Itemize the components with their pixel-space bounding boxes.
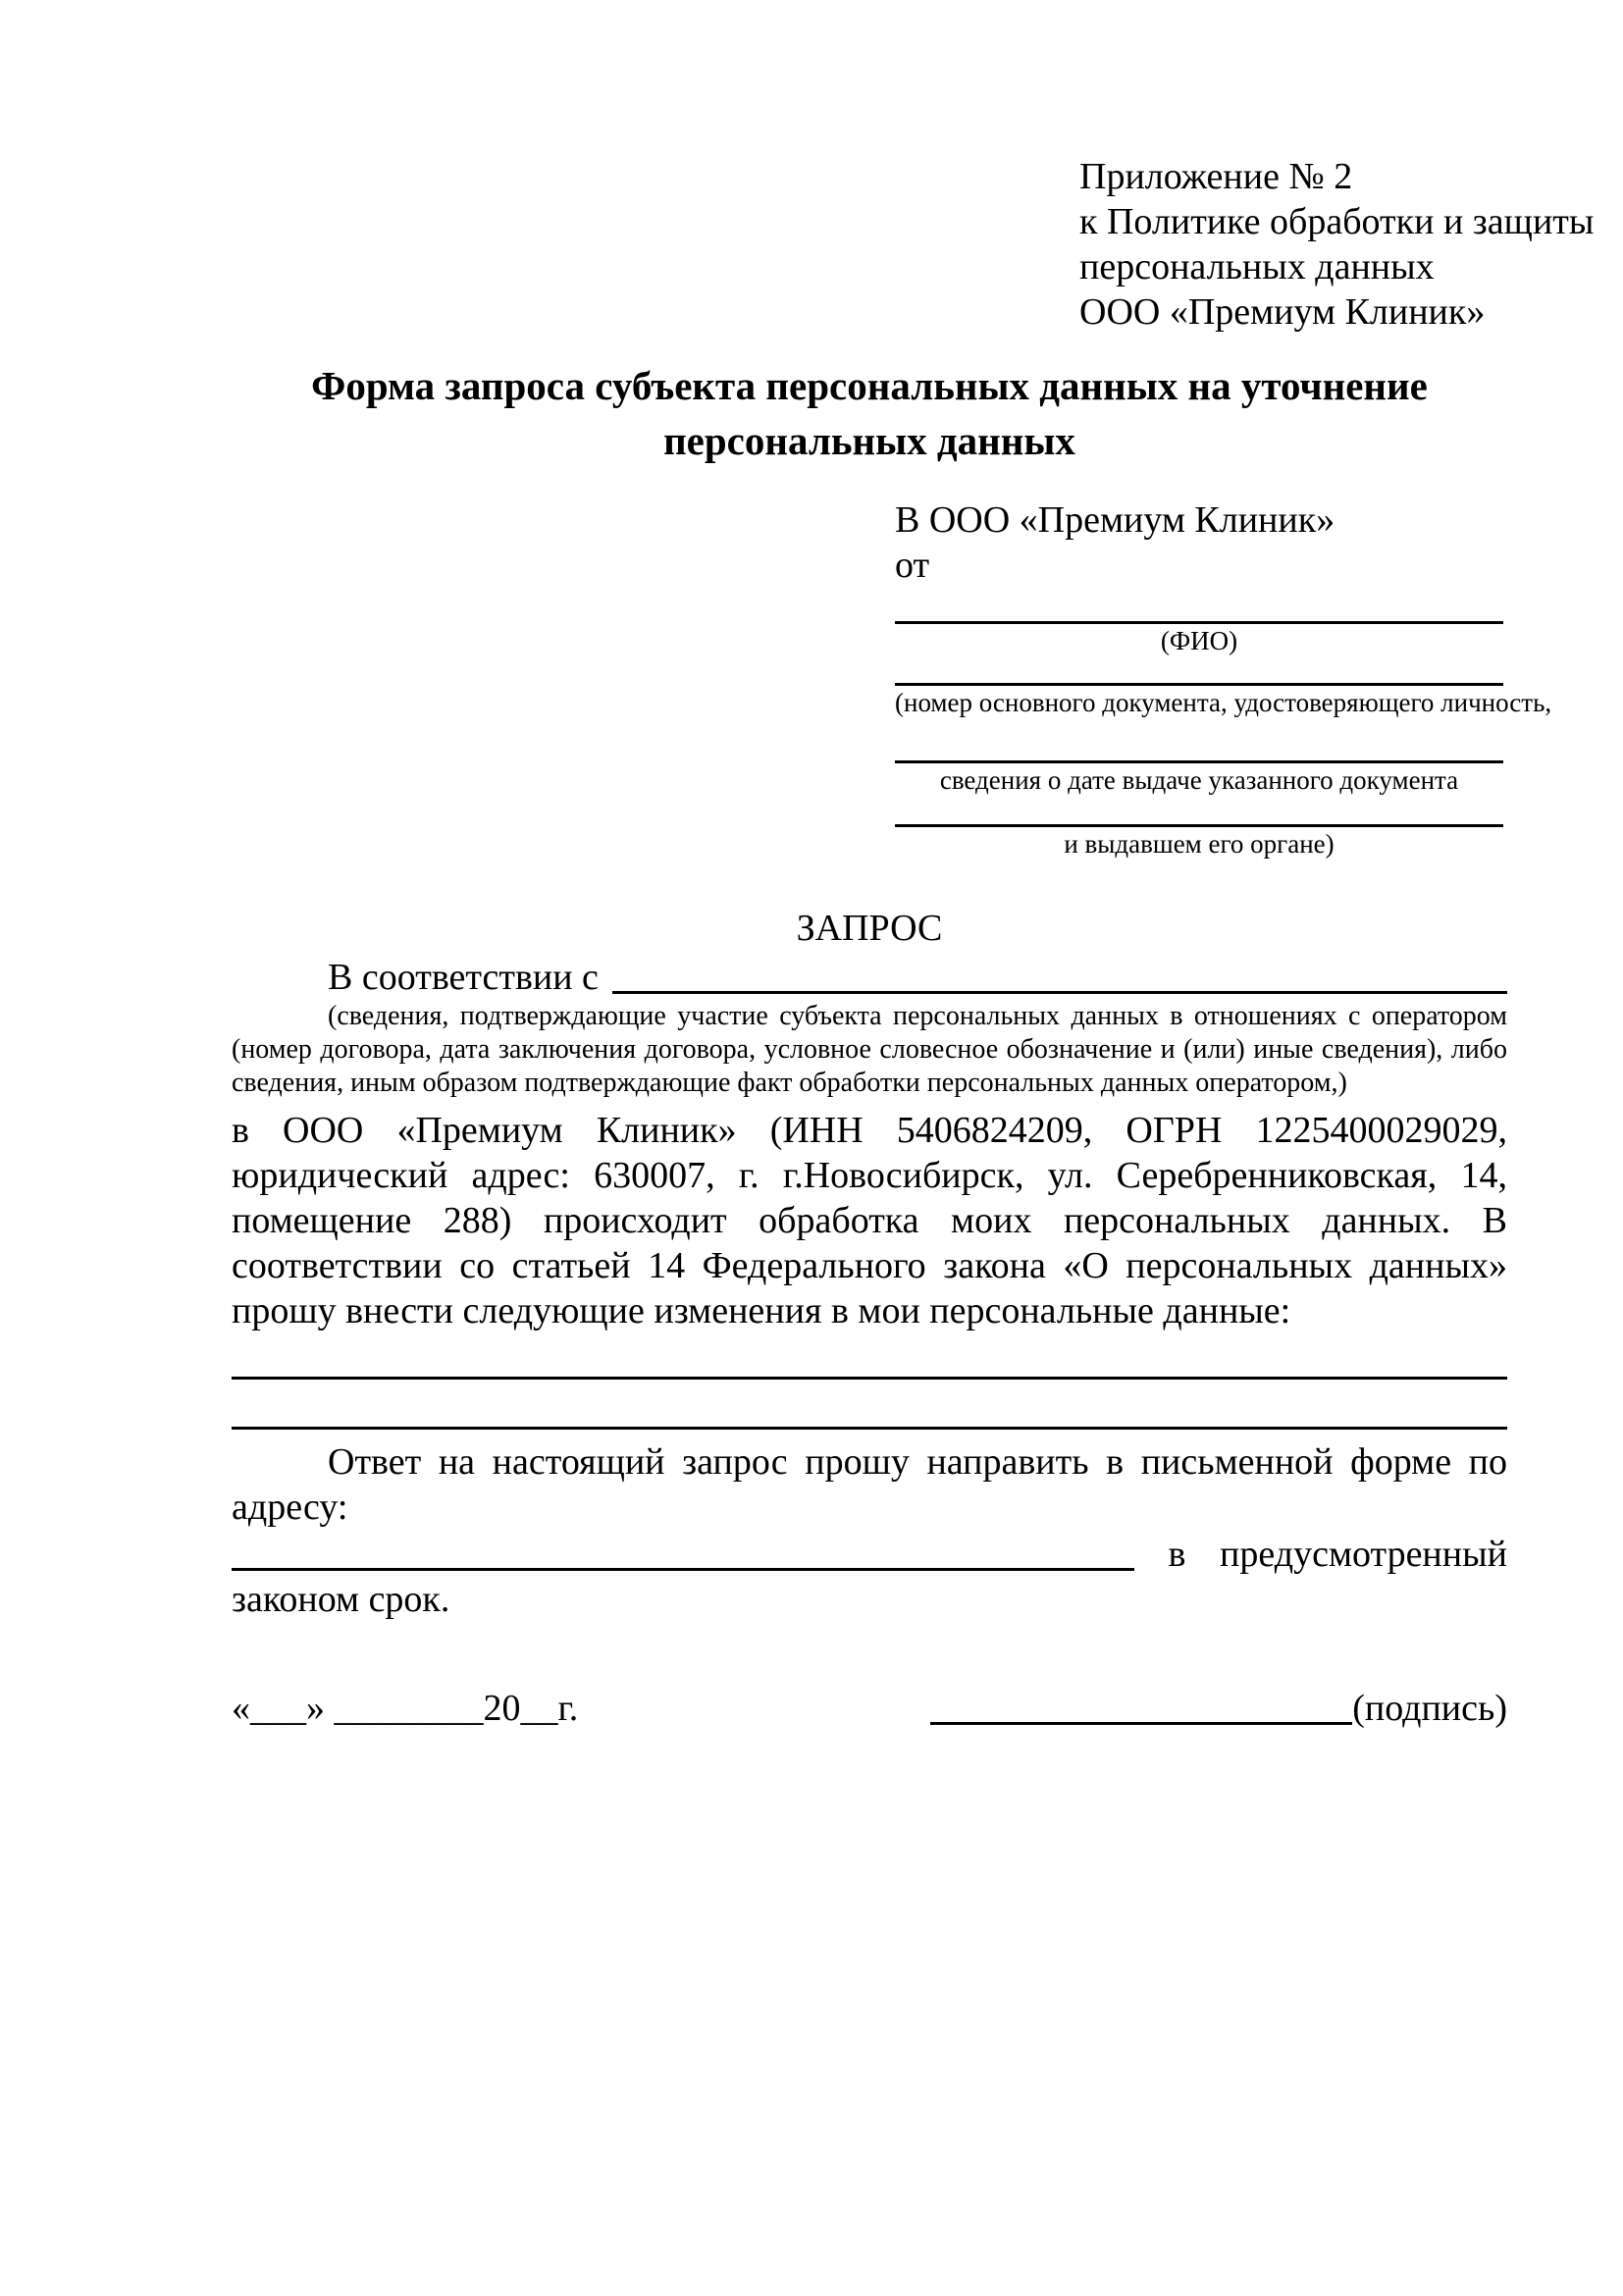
date-signature-row <box>232 1683 1507 1731</box>
appendix-note-line-3: персональных данных <box>1079 246 1435 287</box>
basis-fine-print: (сведения, подтверждающие участие субъекта персональных данных в отношениях с оператором (номер договора, дата заключения договора, условное словесное обозначение и (или) иные сведения), либо сведения, иным образом подтверждающие факт обработки персональных данных оператором,) <box>232 1001 1507 1098</box>
appendix-note-line-1: Приложение № 2 <box>1079 156 1353 197</box>
signature-area <box>930 1683 1507 1731</box>
document-number-caption: (номер основного документа, удостоверяющего личность, <box>895 688 1552 717</box>
fio-blank-line <box>895 588 1503 624</box>
fio-caption: (ФИО) <box>1160 626 1238 655</box>
date-blank: «___» ________20__г. <box>232 1688 579 1729</box>
addressee-block <box>895 497 1552 861</box>
reply-word-v: в <box>1168 1534 1186 1575</box>
body-paragraph: в ООО «Премиум Клиник» (ИНН 5406824209, ОГРН 1225400029029, юридический адрес: 630007, г. г.Новосибирск, ул. Серебренниковская, 14, помещение 288) происходит обработка моих персональных данных. В соответствии со статьей 14 Федерального закона «О персональных данных» прошу внести следующие изменения в мои персональные данные: <box>232 1110 1507 1331</box>
addressee-from-label: от <box>895 545 930 586</box>
issue-date-caption: сведения о дате выдаче указанного документа <box>939 765 1459 795</box>
document-number-blank-line <box>895 657 1503 686</box>
appendix-note-line-4: ООО «Премиум Клиник» <box>1079 291 1486 333</box>
reply-term-line: законом срок. <box>232 1579 450 1620</box>
basis-lead-text: В соответствии с <box>328 957 599 998</box>
basis-line <box>232 955 1507 1000</box>
issue-date-blank-line <box>895 719 1503 763</box>
reply-request-line: Ответ на настоящий запрос прошу направить в письменной форме по адресу: <box>232 1441 1507 1528</box>
signature-blank-line <box>930 1683 1352 1725</box>
issuing-authority-blank-line <box>895 797 1503 827</box>
reply-address-row <box>232 1530 1507 1577</box>
basis-blank-line <box>612 955 1507 994</box>
changes-blank-line-1 <box>232 1333 1507 1380</box>
appendix-note-line-2: к Политике обработки и защиты <box>1079 201 1595 242</box>
addressee-to: В ООО «Премиум Клиник» <box>895 499 1335 541</box>
changes-blank-line-2 <box>232 1380 1507 1430</box>
signature-caption: (подпись) <box>1352 1688 1507 1729</box>
appendix-note <box>1079 154 1595 335</box>
issuing-authority-caption: и выдавшем его органе) <box>1064 829 1335 859</box>
request-heading: ЗАПРОС <box>796 908 943 949</box>
reply-address-blank-line <box>232 1529 1134 1571</box>
reply-word-predusmotrenny: предусмотренный <box>1220 1534 1507 1575</box>
form-title: Форма запроса субъекта персональных данных на уточнение персональных данных <box>311 363 1428 463</box>
